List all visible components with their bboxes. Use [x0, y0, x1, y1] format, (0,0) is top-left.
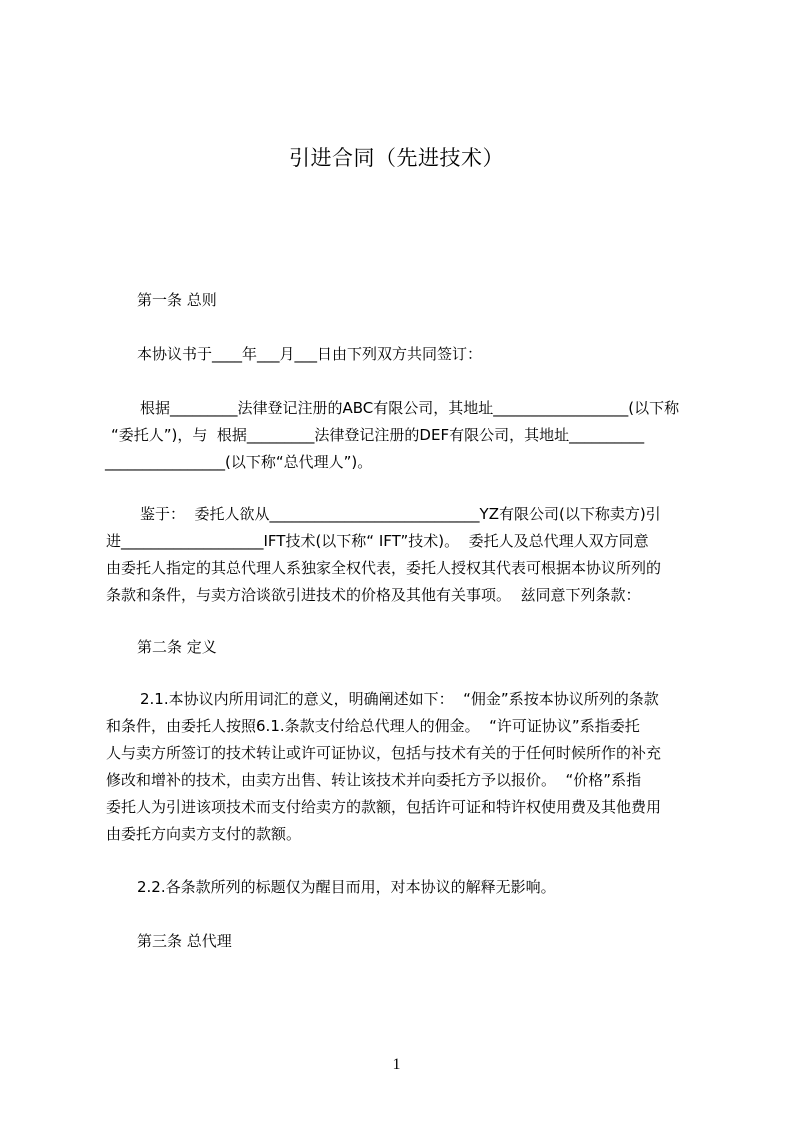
clause-2-1-line-4: 修改和增补的技术，由卖方出售、转让该技术并向委托方予以报价。 “价格”系指: [106, 771, 642, 789]
whereas-line-3: 由委托人指定的其总代理人系独家全权代表，委托人授权其代表可根据本协议所列的: [106, 559, 662, 577]
clause-2-1-line-1: 2.1.本协议内所用词汇的意义，明确阐述如下： “佣金”系按本协议所列的条款: [140, 690, 659, 708]
parties-line-3: ________________(以下称“总代理人”)。: [105, 453, 373, 471]
clause-2-1-line-3: 人与卖方所签订的技术转让或许可证协议，包括与技术有关的于任何时候所作的补充: [106, 744, 662, 762]
page-number: 1: [392, 1056, 401, 1073]
signing-date-line: 本协议书于____年___月___日由下列双方共同签订：: [137, 345, 483, 363]
parties-line-2: “委托人”)，与 根据_________法律登记注册的DEF有限公司，其地址__________: [111, 426, 645, 444]
clause-2-2: 2.2.各条款所列的标题仅为醒目而用，对本协议的解释无影响。: [137, 878, 556, 896]
article-1-heading: 第一条 总则: [137, 291, 217, 309]
clause-2-1-line-5: 委托人为引进该项技术而支付给卖方的款额，包括许可证和特许权使用费及其他费用: [106, 798, 662, 816]
article-2-heading: 第二条 定义: [137, 638, 217, 656]
clause-2-1-line-6: 由委托方向卖方支付的款额。: [106, 825, 302, 843]
article-3-heading: 第三条 总代理: [137, 932, 232, 950]
whereas-line-2: 进___________________IFT技术(以下称“ IFT”技术)。 委托人及总代理人双方同意: [106, 532, 649, 550]
document-title: 引进合同（先进技术）: [289, 146, 504, 170]
parties-line-1: 根据_________法律登记注册的ABC有限公司，其地址__________________(以下称: [140, 399, 680, 417]
clause-2-1-line-2: 和条件，由委托人按照6.1.条款支付给总代理人的佣金。 “许可证协议”系指委托: [106, 717, 640, 735]
whereas-line-4: 条款和条件，与卖方洽谈欲引进技术的价格及其他有关事项。 兹同意下列条款：: [106, 586, 641, 604]
whereas-line-1: 鉴于： 委托人欲从____________________________YZ有限公司(以下称卖方)引: [140, 505, 661, 523]
